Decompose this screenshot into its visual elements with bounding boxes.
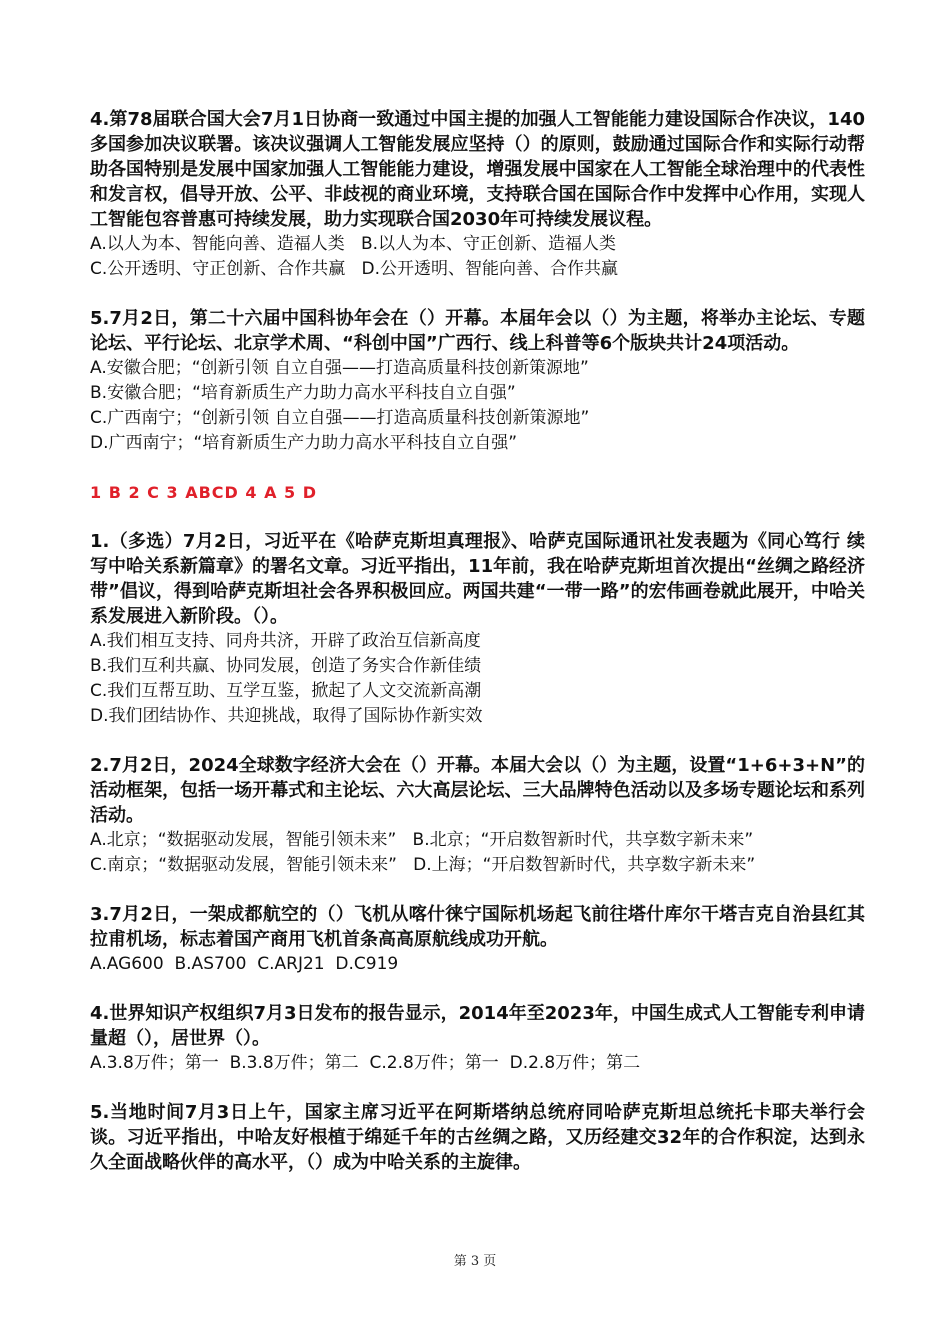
question-option: C.广西南宁；“创新引领 自立自强——打造高质量科技创新策源地” xyxy=(90,408,590,428)
question-stem: 4.第78届联合国大会7月1日协商一致通过中国主提的加强人工智能能力建设国际合作决议，140多国参加决议联署。该决议强调人工智能发展应坚持（）的原则，鼓励通过国际合作和实际行动帮助各国特别是发展中国家加强人工智能能力建设，增强发展中国家在人工智能全球治理中的代表性和发言权，倡导开放、公平、非歧视的商业环境，支持联合国在国际合作中发挥中心作用，实现人工智能包容普惠可持续发展，助力实现联合国2030年可持续发展议程。 xyxy=(90,109,865,230)
question-stem: 5.当地时间7月3日上午，国家主席习近平在阿斯塔纳总统府同哈萨克斯坦总统托卡耶夫举行会谈。习近平指出，中哈友好根植于绵延千年的古丝绸之路，又历经建交32年的合作积淀，达到永久全面战略伙伴的高水平，（）成为中哈关系的主旋律。 xyxy=(90,1102,865,1173)
question-block xyxy=(90,753,865,878)
question-stem: 1.（多选）7月2日，习近平在《哈萨克斯坦真理报》、哈萨克国际通讯社发表题为《同心笃行 续写中哈关系新篇章》的署名文章。习近平指出，11年前，我在哈萨克斯坦首次提出“丝绸之路经济带”倡议，得到哈萨克斯坦社会各界积极回应。两国共建“一带一路”的宏伟画卷就此展开，中哈关系发展进入新阶段。（）。 xyxy=(90,531,865,627)
question-stem: 2.7月2日，2024全球数字经济大会在（）开幕。本届大会以（）为主题，设置“1+6+3+N”的活动框架，包括一场开幕式和主论坛、六大高层论坛、三大品牌特色活动以及多场专题论坛和系列活动。 xyxy=(90,755,865,826)
question-option: A.安徽合肥；“创新引领 自立自强——打造高质量科技创新策源地” xyxy=(90,358,589,378)
question-block xyxy=(90,107,865,282)
question-block xyxy=(90,1100,865,1175)
question-option: D.广西南宁；“培育新质生产力助力高水平科技自立自强” xyxy=(90,433,518,453)
question-option: C.公开透明、守正创新、合作共赢 D.公开透明、智能向善、合作共赢 xyxy=(90,259,618,279)
question-block xyxy=(90,529,865,729)
question-option: A.AG600 B.AS700 C.ARJ21 D.C919 xyxy=(90,954,399,974)
question-option: D.我们团结协作、共迎挑战，取得了国际协作新实效 xyxy=(90,706,483,726)
page-number: 第 3 页 xyxy=(453,1254,497,1269)
page-content xyxy=(90,107,865,1199)
question-option: B.我们互利共赢、协同发展，创造了务实合作新佳绩 xyxy=(90,656,482,676)
question-block xyxy=(90,306,865,456)
question-option: B.安徽合肥；“培育新质生产力助力高水平科技自立自强” xyxy=(90,383,516,403)
question-option: A.3.8万件；第一 B.3.8万件；第二 C.2.8万件；第一 D.2.8万件；第二 xyxy=(90,1053,641,1073)
question-option: C.南京；“数据驱动发展，智能引领未来” D.上海；“开启数智新时代，共享数字新未来” xyxy=(90,855,756,875)
question-stem: 4.世界知识产权组织7月3日发布的报告显示，2014年至2023年，中国生成式人工智能专利申请量超（），居世界（）。 xyxy=(90,1003,865,1049)
question-option: C.我们互帮互助、互学互鉴，掀起了人文交流新高潮 xyxy=(90,681,482,701)
question-stem: 3.7月2日，一架成都航空的（）飞机从喀什徕宁国际机场起飞前往塔什库尔干塔吉克自治县红其拉甫机场，标志着国产商用飞机首条高高原航线成功开航。 xyxy=(90,904,865,950)
question-option: A.我们相互支持、同舟共济，开辟了政治互信新高度 xyxy=(90,631,481,651)
question-block xyxy=(90,1001,865,1076)
question-stem: 5.7月2日，第二十六届中国科协年会在（）开幕。本届年会以（）为主题，将举办主论坛、专题论坛、平行论坛、北京学术周、“科创中国”广西行、线上科普等6个版块共计24项活动。 xyxy=(90,308,865,354)
question-block xyxy=(90,902,865,977)
question-option: A.以人为本、智能向善、造福人类 B.以人为本、守正创新、造福人类 xyxy=(90,234,617,254)
question-option: A.北京；“数据驱动发展，智能引领未来” B.北京；“开启数智新时代，共享数字新未来” xyxy=(90,830,754,850)
answer-key: 1 B 2 C 3 ABCD 4 A 5 D xyxy=(90,483,317,502)
